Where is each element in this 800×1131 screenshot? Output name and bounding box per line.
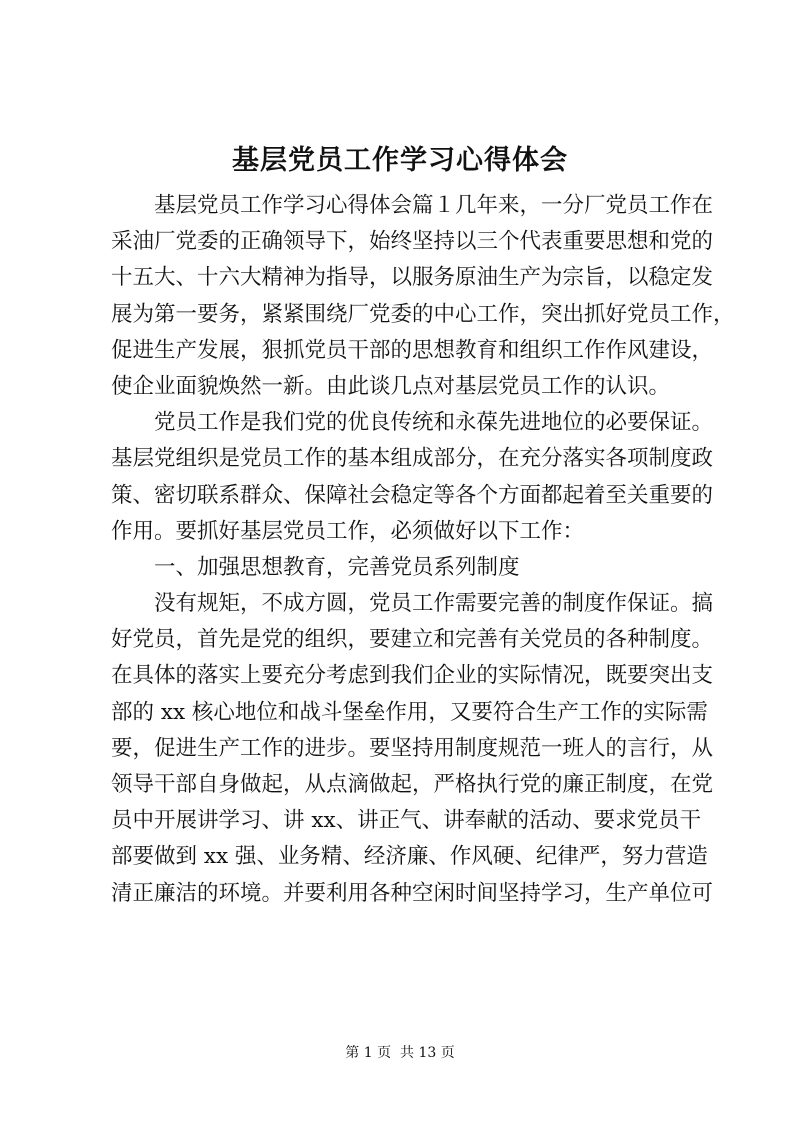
document-body	[111, 188, 735, 912]
body-line: 领导干部自身做起，从点滴做起，严格执行党的廉正制度，在党	[111, 772, 714, 797]
body-line: 展为第一要务，紧紧围绕厂党委的中心工作，突出抓好党员工作，	[111, 301, 735, 327]
body-line: 要，促进生产工作的进步。要坚持用制度规范一班人的言行，从	[111, 735, 714, 761]
body-line: 清正廉洁的环境。并要利用各种空闲时间坚持学习，生产单位可	[111, 880, 714, 906]
body-line: 使企业面貌焕然一新。由此谈几点对基层党员工作的认识。	[111, 373, 671, 399]
body-line: 党员工作是我们党的优良传统和永葆先进地位的必要保证。	[111, 410, 714, 436]
section-heading: 一、加强思想教育，完善党员系列制度	[111, 554, 520, 580]
body-line: 在具体的落实上要充分考虑到我们企业的实际情况，既要突出支	[111, 663, 714, 689]
body-line: 员中开展讲学习、讲 xx、讲正气、讲奉献的活动、要求党员干	[111, 808, 702, 834]
body-line: 基层党员工作学习心得体会篇１几年来，一分厂党员工作在	[111, 193, 714, 218]
body-line: 没有规矩，不成方圆，党员工作需要完善的制度作保证。搞	[111, 591, 714, 617]
body-line: 部要做到 xx 强、业务精、经济廉、作风硬、纪律严，努力营造	[111, 844, 708, 870]
body-line: 策、密切联系群众、保障社会稳定等各个方面都起着至关重要的	[111, 482, 714, 508]
body-line: 作用。要抓好基层党员工作，必须做好以下工作：	[111, 518, 585, 544]
document-title: 基层党员工作学习心得体会	[232, 145, 568, 176]
body-line: 十五大、十六大精神为指导，以服务原油生产为宗旨，以稳定发	[111, 265, 714, 291]
body-line: 部的 xx 核心地位和战斗堡垒作用，又要符合生产工作的实际需	[111, 699, 708, 725]
body-line: 促进生产发展，狠抓党员干部的思想教育和组织工作作风建设，	[111, 337, 714, 363]
body-line: 好党员，首先是党的组织，要建立和完善有关党员的各种制度。	[111, 627, 714, 653]
body-line: 采油厂党委的正确领导下，始终坚持以三个代表重要思想和党的	[111, 229, 714, 255]
page-footer	[0, 1043, 800, 1063]
body-line: 基层党组织是党员工作的基本组成部分，在充分落实各项制度政	[111, 446, 714, 472]
page-number: 第 1 页 共 13 页	[345, 1045, 455, 1061]
